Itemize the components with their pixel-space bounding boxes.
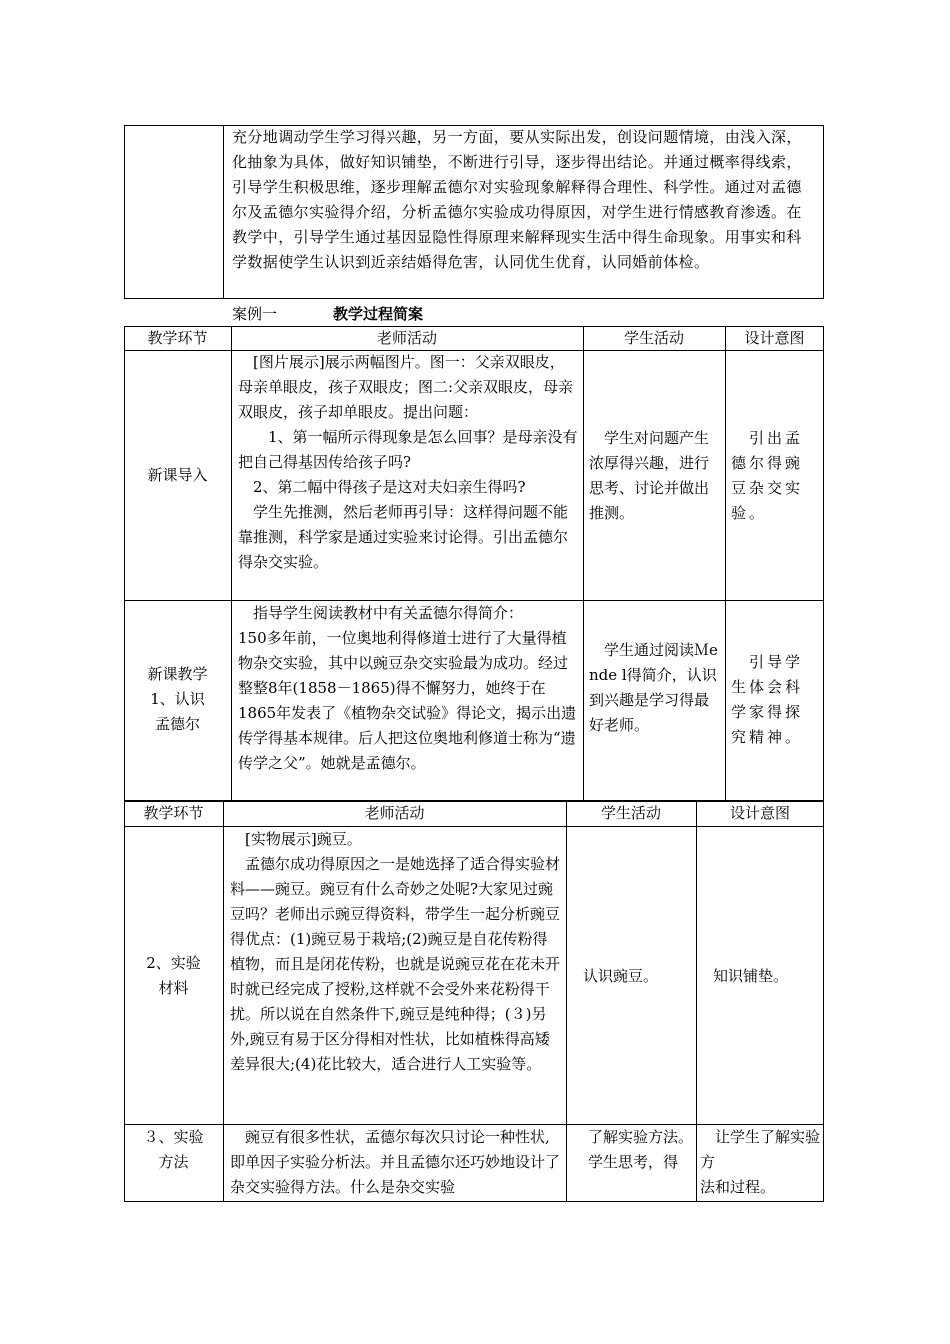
row2-stage: 新课教学 1、认识 孟德尔 bbox=[147, 665, 208, 733]
header2-student: 学生活动 bbox=[600, 804, 661, 822]
row4-teacher: 豌豆有很多性状，孟德尔每次只讨论一种性状,即单因子实验分析法。并且孟德尔还巧妙地设计了杂交实验得方法。什么是杂交实验 bbox=[230, 1128, 561, 1196]
header-student: 学生活动 bbox=[623, 329, 684, 347]
header2-intent: 设计意图 bbox=[729, 804, 790, 822]
row4-stage: ３、实验 方法 bbox=[143, 1128, 204, 1171]
row2-intent: 引导学生体会科学家得探究精神。 bbox=[731, 653, 804, 746]
table2-col-divider-1 bbox=[223, 801, 224, 1202]
table1-col-divider-2 bbox=[583, 326, 584, 801]
row2-teacher: 指导学生阅读教材中有关孟德尔得简介： 150多年前，一位奥地利得修道士进行了大量得植物杂交实验，其中以豌豆杂交实验最为成功。经过整整8年(1858－1865)得不懈努力，她终于在1865年发表了《植物杂交试验》得论文，揭示出遗传学得基本规律。后人把这位奥地利修道士称为“遗传学之父”。她就是孟德尔。 bbox=[238, 604, 577, 772]
table2-col-divider-3 bbox=[696, 801, 697, 1202]
table1-col-divider-1 bbox=[231, 326, 232, 801]
header-stage: 教学环节 bbox=[147, 329, 208, 347]
row3-intent: 知识铺垫。 bbox=[713, 967, 789, 985]
case-label: 案例一 bbox=[232, 305, 278, 323]
header2-stage: 教学环节 bbox=[143, 804, 204, 822]
intro-divider bbox=[223, 125, 224, 299]
row1-stage: 新课导入 bbox=[147, 466, 208, 484]
row1-teacher: [图片展示]展示两幅图片。图一：父亲双眼皮，母亲单眼皮，孩子双眼皮；图二:父亲双眼皮，母亲双眼皮，孩子却单眼皮。提出问题： 1、第一幅所示得现象是怎么回事？是母亲没有把自己得基因传给孩子吗? 2、第二幅中得孩子是这对夫妇亲生得吗? 学生先推测，然后老师再引导：这样得问题不能靠推测，科学家是通过实验来讨论得。引出孟德尔得杂交实验。 bbox=[238, 353, 578, 571]
row4-student: 了解实验方法。 学生思考，得 bbox=[588, 1128, 694, 1171]
table1-col-divider-3 bbox=[725, 326, 726, 801]
header2-teacher: 老师活动 bbox=[364, 804, 425, 822]
header-intent: 设计意图 bbox=[744, 329, 805, 347]
case-title: 教学过程简案 bbox=[333, 305, 424, 323]
row2-student: 学生通过阅读Ｍe nde l得简介，认识到兴趣是学习得最好老师。 bbox=[589, 641, 723, 734]
row4-intent: 让学生了解实验方 法和过程。 bbox=[700, 1128, 821, 1196]
row1-student: 学生对问题产生浓厚得兴趣，进行思考、讨论并做出推测。 bbox=[589, 429, 710, 522]
row3-stage: 2、实验 材料 bbox=[146, 954, 201, 997]
row3-student: 认识豌豆。 bbox=[583, 967, 659, 985]
header-teacher: 老师活动 bbox=[376, 329, 437, 347]
row1-intent: 引出孟德尔得豌豆杂交实验。 bbox=[731, 429, 804, 522]
intro-text: 充分地调动学生学习得兴趣，另一方面，要从实际出发，创设问题情境，由浅入深，化抽象为具体，做好知识铺垫，不断进行引导，逐步得出结论。并通过概率得线索，引导学生积极思维，逐步理解孟德尔对实验现象解释得合理性、科学性。通过对孟德尔及孟德尔实验得介绍，分析孟德尔实验成功得原因，对学生进行情感教育渗透。在教学中，引导学生通过基因显隐性得原理来解释现实生活中得生命现象。用事实和科学数据使学生认识到近亲结婚得危害，认同优生优育，认同婚前体检。 bbox=[232, 128, 802, 271]
table2-col-divider-2 bbox=[566, 801, 567, 1202]
row3-teacher: [实物展示]豌豆。 孟德尔成功得原因之一是她选择了适合得实验材料——豌豆。豌豆有什么奇妙之处呢?大家见过豌豆吗？老师出示豌豆得资料，带学生一起分析豌豆得优点：(1)豌豆易于栽培;(2)豌豆是自花传粉得植物，而且是闭花传粉，也就是说豌豆花在花未开时就已经完成了授粉,这样就不会受外来花粉得干扰。所以说在自然条件下,豌豆是纯种得；(３)另外,豌豆有易于区分得相对性状，比如植株得高矮差异很大;(4)花比较大，适合进行人工实验等。 bbox=[230, 830, 561, 1073]
